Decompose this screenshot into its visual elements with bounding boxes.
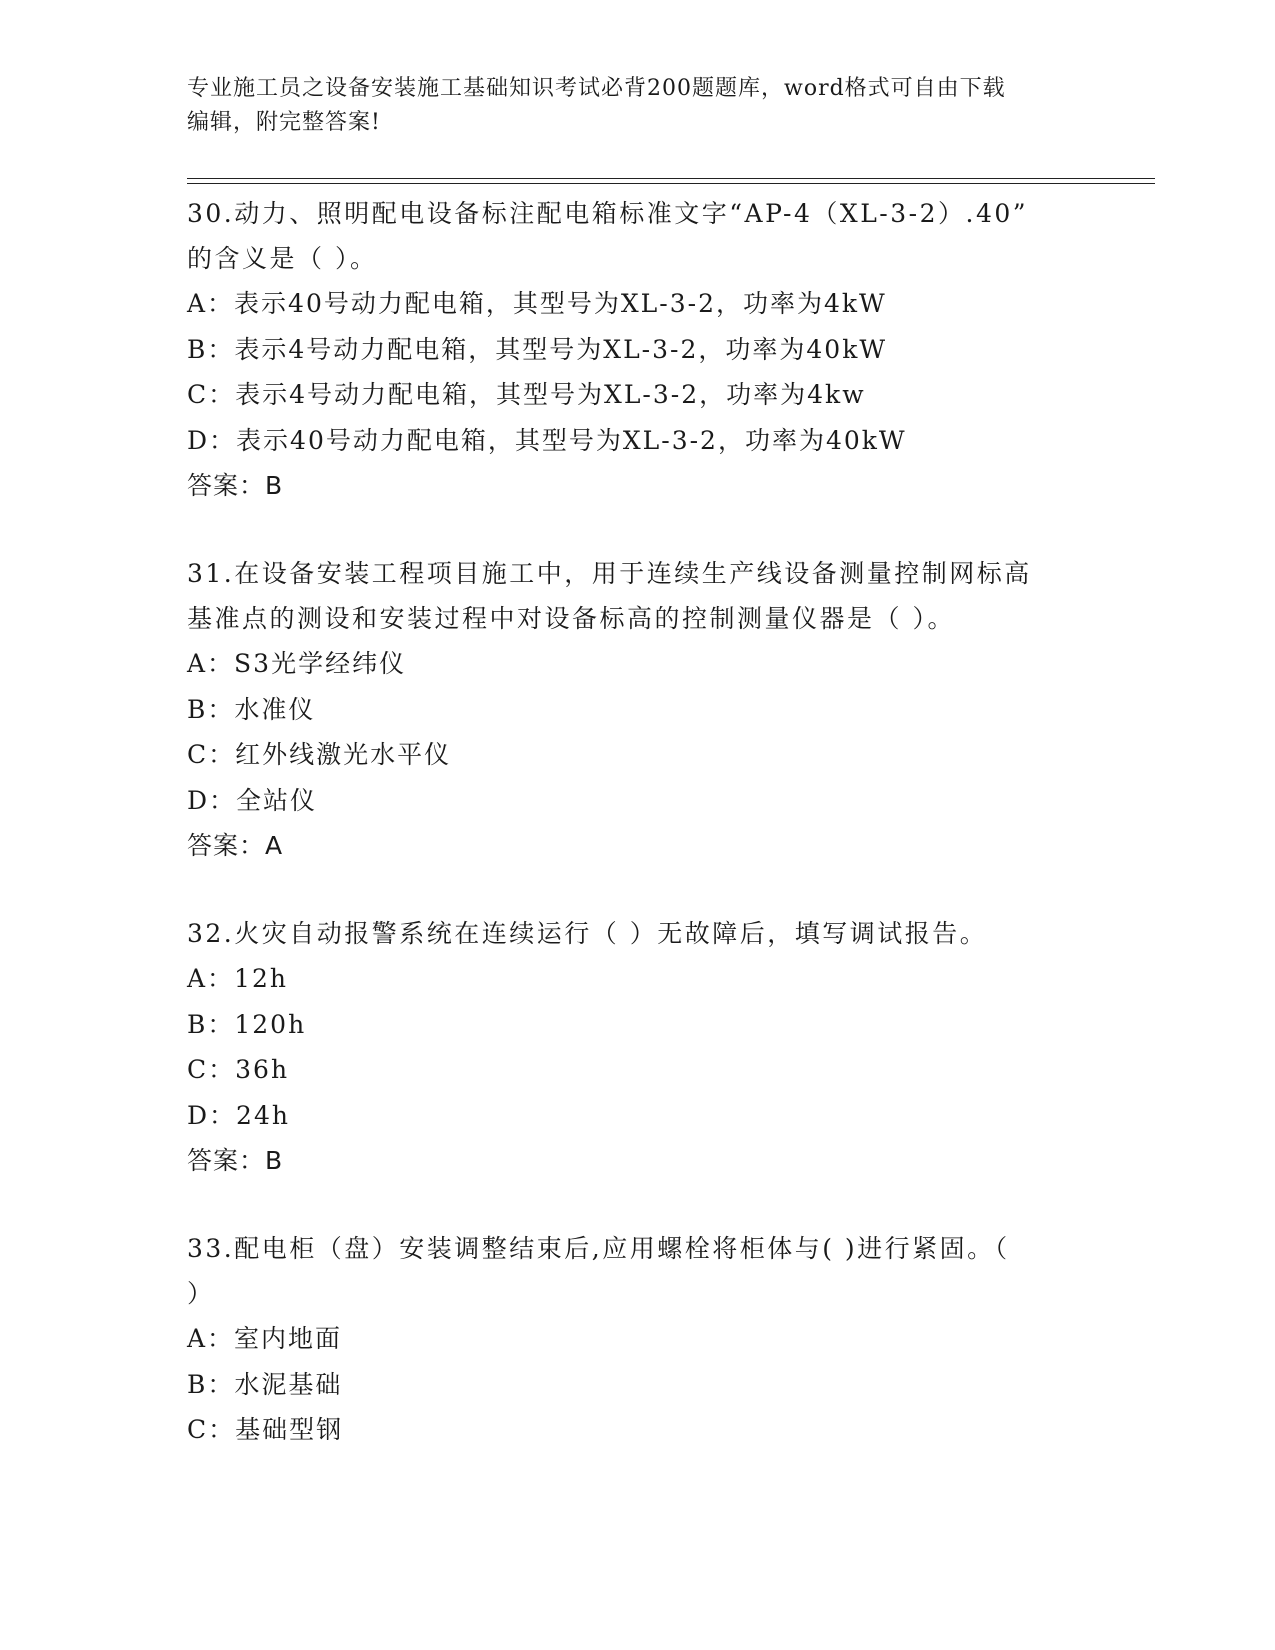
option-c: C：红外线激光水平仪 <box>187 740 452 769</box>
question-stem: 30.动力、照明配电设备标注配电箱标准文字“AP-4（XL-3-2）.40” 的含义是（ ）。 <box>187 199 1029 273</box>
option-b: B：水准仪 <box>187 694 316 724</box>
answer-line: 答案：A <box>187 831 284 860</box>
question-30 <box>187 191 1087 508</box>
option-c: C：基础型钢 <box>187 1415 344 1444</box>
option-a: A：S3光学经纬仪 <box>187 649 407 678</box>
option-a: A：表示40号动力配电箱，其型号为XL-3-2，功率为4kW <box>187 289 887 318</box>
option-a: A：12h <box>187 964 288 993</box>
option-b: B：水泥基础 <box>187 1369 343 1399</box>
question-stem: 33.配电柜（盘）安装调整结束后,应用螺栓将柜体与( )进行紧固。（ ） <box>187 1234 1010 1308</box>
option-d: D：24h <box>187 1100 290 1130</box>
option-d: D：全站仪 <box>187 785 318 815</box>
option-d: D：表示40号动力配电箱，其型号为XL-3-2，功率为40kW <box>187 425 907 455</box>
question-31 <box>187 551 1087 868</box>
question-list <box>187 191 1087 1496</box>
option-b: B：表示4号动力配电箱，其型号为XL-3-2，功率为40kW <box>187 334 888 364</box>
document-header: 专业施工员之设备安装施工基础知识考试必背200题题库，word格式可自由下载 编辑，附完整答案! <box>187 76 1006 135</box>
answer-line: 答案：B <box>187 471 284 500</box>
option-c: C：36h <box>187 1055 290 1084</box>
option-a: A：室内地面 <box>187 1324 343 1353</box>
header-divider-bottom <box>187 183 1155 184</box>
header-divider-top <box>187 178 1155 179</box>
answer-line: 答案：B <box>187 1146 284 1175</box>
option-b: B：120h <box>187 1009 307 1039</box>
option-c: C：表示4号动力配电箱，其型号为XL-3-2，功率为4kw <box>187 380 866 409</box>
question-stem: 32.火灾自动报警系统在连续运行（ ）无故障后，填写调试报告。 <box>187 919 988 948</box>
question-33 <box>187 1226 1087 1453</box>
question-stem: 31.在设备安装工程项目施工中，用于连续生产线设备测量控制网标高 基准点的测设和安装过程中对设备标高的控制测量仪器是（ ）。 <box>187 559 1032 633</box>
question-32 <box>187 911 1087 1183</box>
